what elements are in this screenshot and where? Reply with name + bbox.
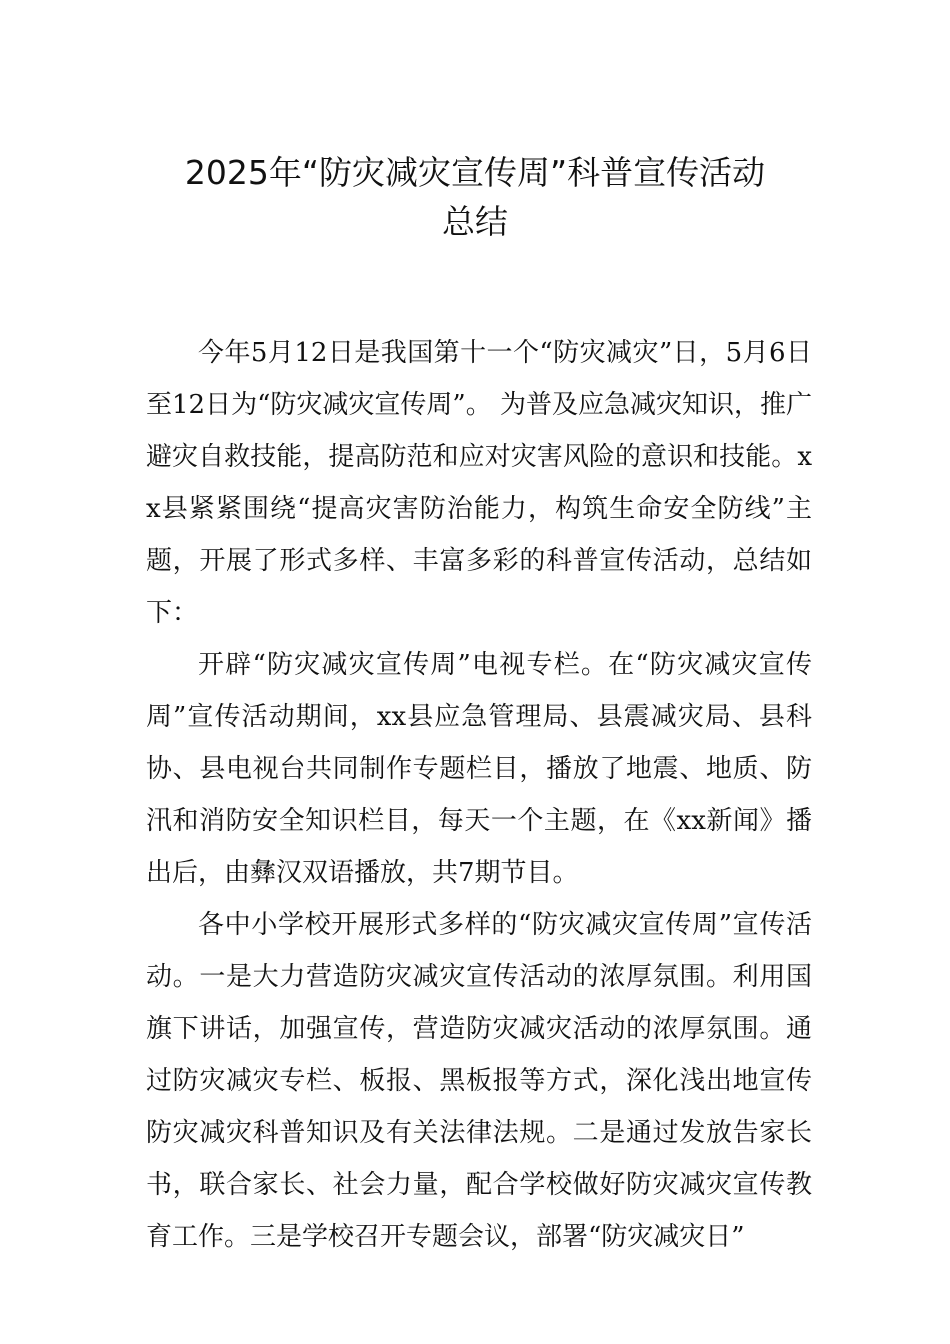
paragraph-school-activities: 各中小学校开展形式多样的“防灾减灾宣传周”宣传活动。一是大力营造防灾减灾宣传活动的浓厚氛围。利用国旗下讲话，加强宣传，营造防灾减灾活动的浓厚氛围。通过防灾减灾专栏、板报、黑板报等方式，深化浅出地宣传防灾减灾科普知识及有关法律法规。二是通过发放告家长书，联合家长、社会力量，配合学校做好防灾减灾宣传教育工作。三是学校召开专题会议，部署“防灾减灾日” (146, 910, 812, 1252)
document-title-line-2: 总结 (442, 202, 508, 241)
paragraph-intro: 今年5月12日是我国第十一个“防灾减灾”日，5月6日至12日为“防灾减灾宣传周”。 为普及应急减灾知识，推广避灾自救技能，提高防范和应对灾害风险的意识和技能。xx县紧紧围绕“提高灾害防治能力，构筑生命安全防线”主题，开展了形式多样、丰富多彩的科普宣传活动，总结如下： (146, 338, 812, 628)
document-body (146, 327, 812, 1263)
paragraph-tv-column: 开辟“防灾减灾宣传周”电视专栏。在“防灾减灾宣传周”宣传活动期间，xx县应急管理局、县震减灾局、县科协、县电视台共同制作专题栏目，播放了地震、地质、防汛和消防安全知识栏目，每天一个主题，在《xx新闻》播出后，由彝汉双语播放，共7期节目。 (146, 650, 812, 888)
document-title-line-1: 2025年“防灾减灾宣传周”科普宣传活动 (184, 153, 766, 192)
